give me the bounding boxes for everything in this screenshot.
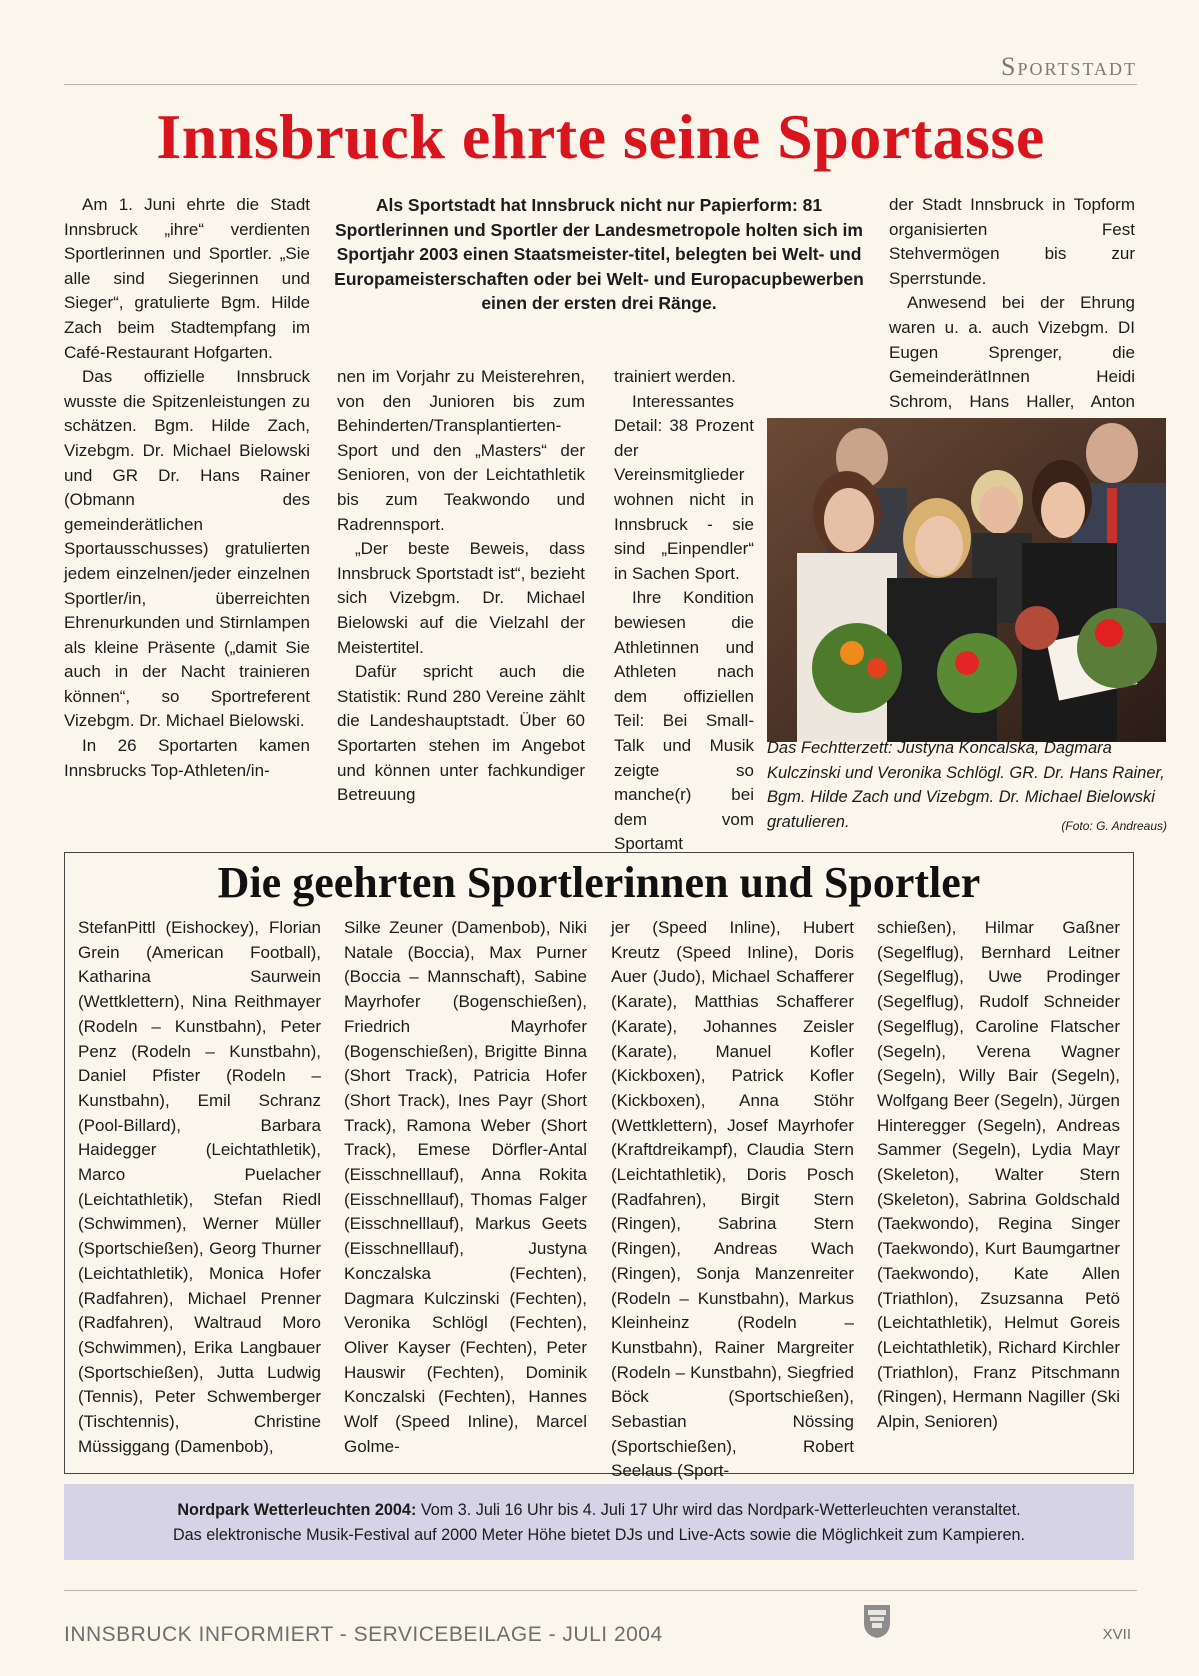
article-column-3 <box>614 365 754 857</box>
photo-credit: (Foto: G. Andreaus) <box>1061 818 1167 833</box>
caption-text: Das Fechtterzett: Justyna Koncalska, Dagmara Kulczinski und Veronika Schlögl. GR. Dr. Hans Rainer, Bgm. Hilde Zach und Vizebgm. Dr. Michael Bielowski gratulieren. <box>767 739 1165 831</box>
photo-fencing-trio <box>767 418 1166 742</box>
notice-line-1 <box>64 1498 1134 1523</box>
page-number: XVII <box>1102 1626 1131 1643</box>
photo-illustration <box>767 418 1166 742</box>
article-paragraph: trainiert werden. <box>614 367 736 386</box>
headline: Innsbruck ehrte seine Sportasse <box>156 101 1045 172</box>
article-paragraph: Dafür spricht auch die Statistik: Rund 280 Vereine zählt die Landeshauptstadt. Über 60 Sportarten stehen im Angebot und können unter fachkundiger Betreuung <box>337 662 585 805</box>
article-paragraph: Am 1. Juni ehrte die Stadt Innsbruck „ihre“ verdienten Sportlerinnen und Sportler. „Sie alle sind Siegerinnen und Sieger“, gratulierte Bgm. Hilde Zach beim Stadtempfang im Café-Restaurant Hofgarten. <box>64 195 310 362</box>
honorees-title: Die geehrten Sportlerinnen und Sportler <box>217 858 981 907</box>
article-paragraph: Interessantes Detail: 38 Prozent der Vereinsmitglieder wohnen nicht in Innsbruck - sie sind „Einpendler“ in Sachen Sport. <box>614 391 754 583</box>
honorees-box <box>64 852 1134 1481</box>
article-paragraph: „Der beste Beweis, dass Innsbruck Sportstadt ist“, bezieht sich Vizebgm. Dr. Michael Bielowski auf die Vielzahl der Meistertitel. <box>337 539 585 657</box>
honorees-column-4: schießen), Hilmar Gaßner (Segelflug), Bernhard Leitner (Segelflug), Uwe Prodinger (Segelflug), Rudolf Schneider (Segelflug), Caroline Flatscher (Segeln), Verena Wagner (Segeln), Willy Bair (Segeln), Wolfgang Beer (Segeln), Jürgen Hinteregger (Segeln), Andreas Sammer (Segeln), Lydia Mayr (Skeleton), Walter Stern (Skeleton), Sabrina Goldschald (Taekwondo), Regina Singer (Taekwondo), Kurt Baumgartner (Taekwondo), Kate Allen (Triathlon), Zsuzsanna Petö (Leichtathletik), Helmut Goreis (Leichtathletik), Richard Kirchler (Triathlon), Franz Pitschmann (Ringen), Hermann Nagiller (Ski Alpin, Senioren) <box>877 918 1120 1432</box>
article-paragraph: In 26 Sportarten kamen Innsbrucks Top-Athleten/in- <box>64 736 310 780</box>
honorees-column-1: StefanPittl (Eishockey), Florian Grein (American Football), Katharina Saurwein (Wettklettern), Nina Reithmayer (Rodeln – Kunstbahn), Peter Penz (Rodeln – Kunstbahn), Daniel Pfister (Rodeln – Kunstbahn), Emil Schranz (Pool-Billard), Barbara Haidegger (Leichtathletik), Marco Puelacher (Leichtathletik), Stefan Riedl (Schwimmen), Werner Müller (Sportschießen), Georg Thurner (Leichtathletik), Monica Hofer (Radfahren), Michael Prenner (Radfahren), Waltraud Moro (Schwimmen), Erika Langbauer (Sportschießen), Jutta Ludwig (Tennis), Peter Schwemberger (Tischtennis), Christine Müssiggang (Damenbob), <box>78 918 321 1456</box>
article-column-2 <box>337 365 585 808</box>
article-paragraph: Ihre Kondition bewiesen die Athletinnen und Athleten nach dem offiziellen Teil: Bei Small-Talk und Musik zeigte so manche(r) bei dem vom Sportamt <box>614 588 754 854</box>
notice-bar <box>64 1484 1134 1560</box>
innsbruck-crest-icon <box>862 1603 892 1639</box>
article-paragraph: nen im Vorjahr zu Meisterehren, von den Junioren bis zum Behinderten/Transplantierten-Sport und den „Masters“ der Senioren, von der Leichtathletik bis zum Teakwondo und Radrennsport. <box>337 367 585 534</box>
honorees-column-3: jer (Speed Inline), Hubert Kreutz (Speed Inline), Doris Auer (Judo), Michael Schafferer (Karate), Matthias Schafferer (Karate), Johannes Zeisler (Karate), Manuel Kofler (Kickboxen), Patrick Kofler (Kickboxen), Anna Stöhr (Wettklettern), Josef Mayrhofer (Kraftdreikampf), Claudia Stern (Leichtathletik), Doris Posch (Radfahren), Birgit Stern (Ringen), Sabrina Stern (Ringen), Andreas Wach (Ringen), Sonja Manzenreiter (Rodeln – Kunstbahn), Markus Kleinheinz (Rodeln – Kunstbahn), Rainer Margreiter (Rodeln – Kunstbahn), Siegfried Böck (Sportschießen), Sebastian Nössing (Sportschießen), Robert Seelaus (Sport- <box>611 918 854 1481</box>
footer-publication: INNSBRUCK INFORMIERT - SERVICEBEILAGE - JULI 2004 <box>64 1623 663 1646</box>
bottom-rule <box>64 1590 1137 1591</box>
notice-text-1: Vom 3. Juli 16 Uhr bis 4. Juli 17 Uhr wird das Nordpark-Wetterleuchten veranstaltet. <box>420 1501 1021 1519</box>
section-label: Sportstadt <box>1001 52 1137 81</box>
photo-caption <box>767 736 1167 838</box>
honorees-column-2: Silke Zeuner (Damenbob), Niki Natale (Boccia), Max Purner (Boccia – Mannschaft), Sabine Mayrhofer (Bogenschießen), Friedrich Mayrhofer (Bogenschießen), Brigitte Binna (Short Track), Patricia Hofer (Short Track), Ines Payr (Short Track), Ramona Weber (Short Track), Emese Dörfler-Antal (Eisschnelllauf), Anna Rokita (Eisschnelllauf), Thomas Falger (Eisschnelllauf), Markus Geets (Eisschnelllauf), Justyna Konczalska (Fechten), Dagmara Kulczinski (Fechten), Veronika Schlögl (Fechten), Oliver Kayser (Fechten), Peter Hauswir (Fechten), Dominik Konczalski (Fechten), Hannes Wolf (Speed Inline), Marcel Golme- <box>344 918 587 1456</box>
notice-line-2: Das elektronische Musik-Festival auf 2000 Meter Höhe bietet DJs und Live-Acts sowie die Möglichkeit zum Kampieren. <box>172 1526 1026 1544</box>
article-column-1 <box>64 193 310 783</box>
notice-title: Nordpark Wetterleuchten 2004: <box>177 1501 417 1519</box>
top-rule <box>64 84 1137 85</box>
lead-paragraph: Als Sportstadt hat Innsbruck nicht nur Papierform: 81 Sportlerinnen und Sportler der Landesmetropole holten sich im Sportjahr 2003 einen Staatsmeister-titel, belegten bei Welt- und Europameisterschaften oder bei Welt- und Europacupbewerben einen der ersten drei Ränge. <box>334 195 864 314</box>
article-paragraph: Anwesend bei der Ehrung waren u. a. auch Vizebgm. DI Eugen Sprenger, die GemeinderätInnen Heidi Schrom, Hans Haller, Anton <box>889 293 1135 411</box>
article-paragraph: Das offizielle Innsbruck wusste die Spitzenleistungen zu schätzen. Bgm. Hilde Zach, Vizebgm. Dr. Michael Bielowski und GR Dr. Hans Rainer (Obmann des gemeinderätlichen Sportausschusses) gratulierten jedem einzelnen/jeder einzelnen Sportler/in, überreichten Ehrenurkunden und Stirnlampen als kleine Präsente („damit Sie auch in der Nacht trainieren können“, so Sportreferent Vizebgm. Dr. Michael Bielowski. <box>64 367 310 731</box>
article-paragraph: der Stadt Innsbruck in Topform organisierten Fest Stehvermögen bis zur Sperrstunde. <box>889 195 1135 288</box>
